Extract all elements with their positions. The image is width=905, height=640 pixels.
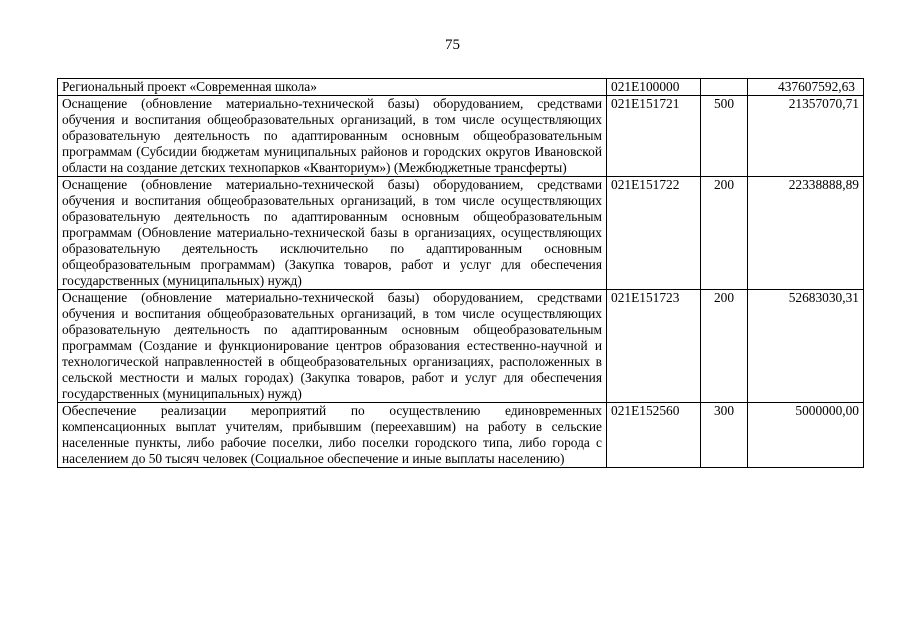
page-number: 75 (445, 37, 460, 53)
row-type-cell: 200 (701, 290, 748, 403)
row-name-cell: Оснащение (обновление материально-технической базы) оборудованием, средствами обучения и воспитания общеобразовательных организаций, в том числе осуществляющих образовательную деятельность по адаптированным основным общеобразовательным программам (Создание и функционирование центров образования естественно-научной и технологической направленностей в общеобразовательных организациях, расположенных в сельской местности и малых городах) (Закупка товаров, работ и услуг для обеспечения государственных (муниципальных) нужд) (58, 290, 607, 403)
table-row (58, 96, 864, 177)
budget-table (57, 78, 864, 468)
row-sum-cell: 5000000,00 (748, 403, 864, 468)
row-sum-cell: 22338888,89 (748, 177, 864, 290)
table-row (58, 177, 864, 290)
table-row (58, 290, 864, 403)
row-type-cell: 300 (701, 403, 748, 468)
row-sum-cell: 21357070,71 (748, 96, 864, 177)
row-name-cell: Оснащение (обновление материально-технической базы) оборудованием, средствами обучения и воспитания общеобразовательных организаций, в том числе осуществляющих образовательную деятельность по адаптированным основным общеобразовательным программам (Обновление материально-технической базы в организациях, осуществляющих образовательную деятельность исключительно по адаптированным основным общеобразовательным программам) (Закупка товаров, работ и услуг для обеспечения государственных (муниципальных) нужд) (58, 177, 607, 290)
row-name-cell: Региональный проект «Современная школа» (58, 79, 607, 96)
row-type-cell (701, 79, 748, 96)
row-code-cell: 021E152560 (607, 403, 701, 468)
row-sum-cell: 52683030,31 (748, 290, 864, 403)
table-row (58, 403, 864, 468)
row-name-cell: Оснащение (обновление материально-технической базы) оборудованием, средствами обучения и воспитания общеобразовательных организаций, в том числе осуществляющих образовательную деятельность по адаптированным основным общеобразовательным программам (Субсидии бюджетам муниципальных районов и городских округов Ивановской области на создание детских технопарков «Кванториум») (Межбюджетные трансферты) (58, 96, 607, 177)
row-sum-cell: 437607592,63 (748, 79, 864, 96)
row-code-cell: 021E151722 (607, 177, 701, 290)
row-code-cell: 021E151723 (607, 290, 701, 403)
row-code-cell: 021E151721 (607, 96, 701, 177)
row-code-cell: 021E100000 (607, 79, 701, 96)
row-name-cell: Обеспечение реализации мероприятий по осуществлению единовременных компенсационных выплат учителям, прибывшим (переехавшим) на работу в сельские населенные пункты, либо рабочие поселки, либо поселки городского типа, либо города с населением до 50 тысяч человек (Социальное обеспечение и иные выплаты населению) (58, 403, 607, 468)
row-type-cell: 200 (701, 177, 748, 290)
row-type-cell: 500 (701, 96, 748, 177)
table-row (58, 79, 864, 96)
